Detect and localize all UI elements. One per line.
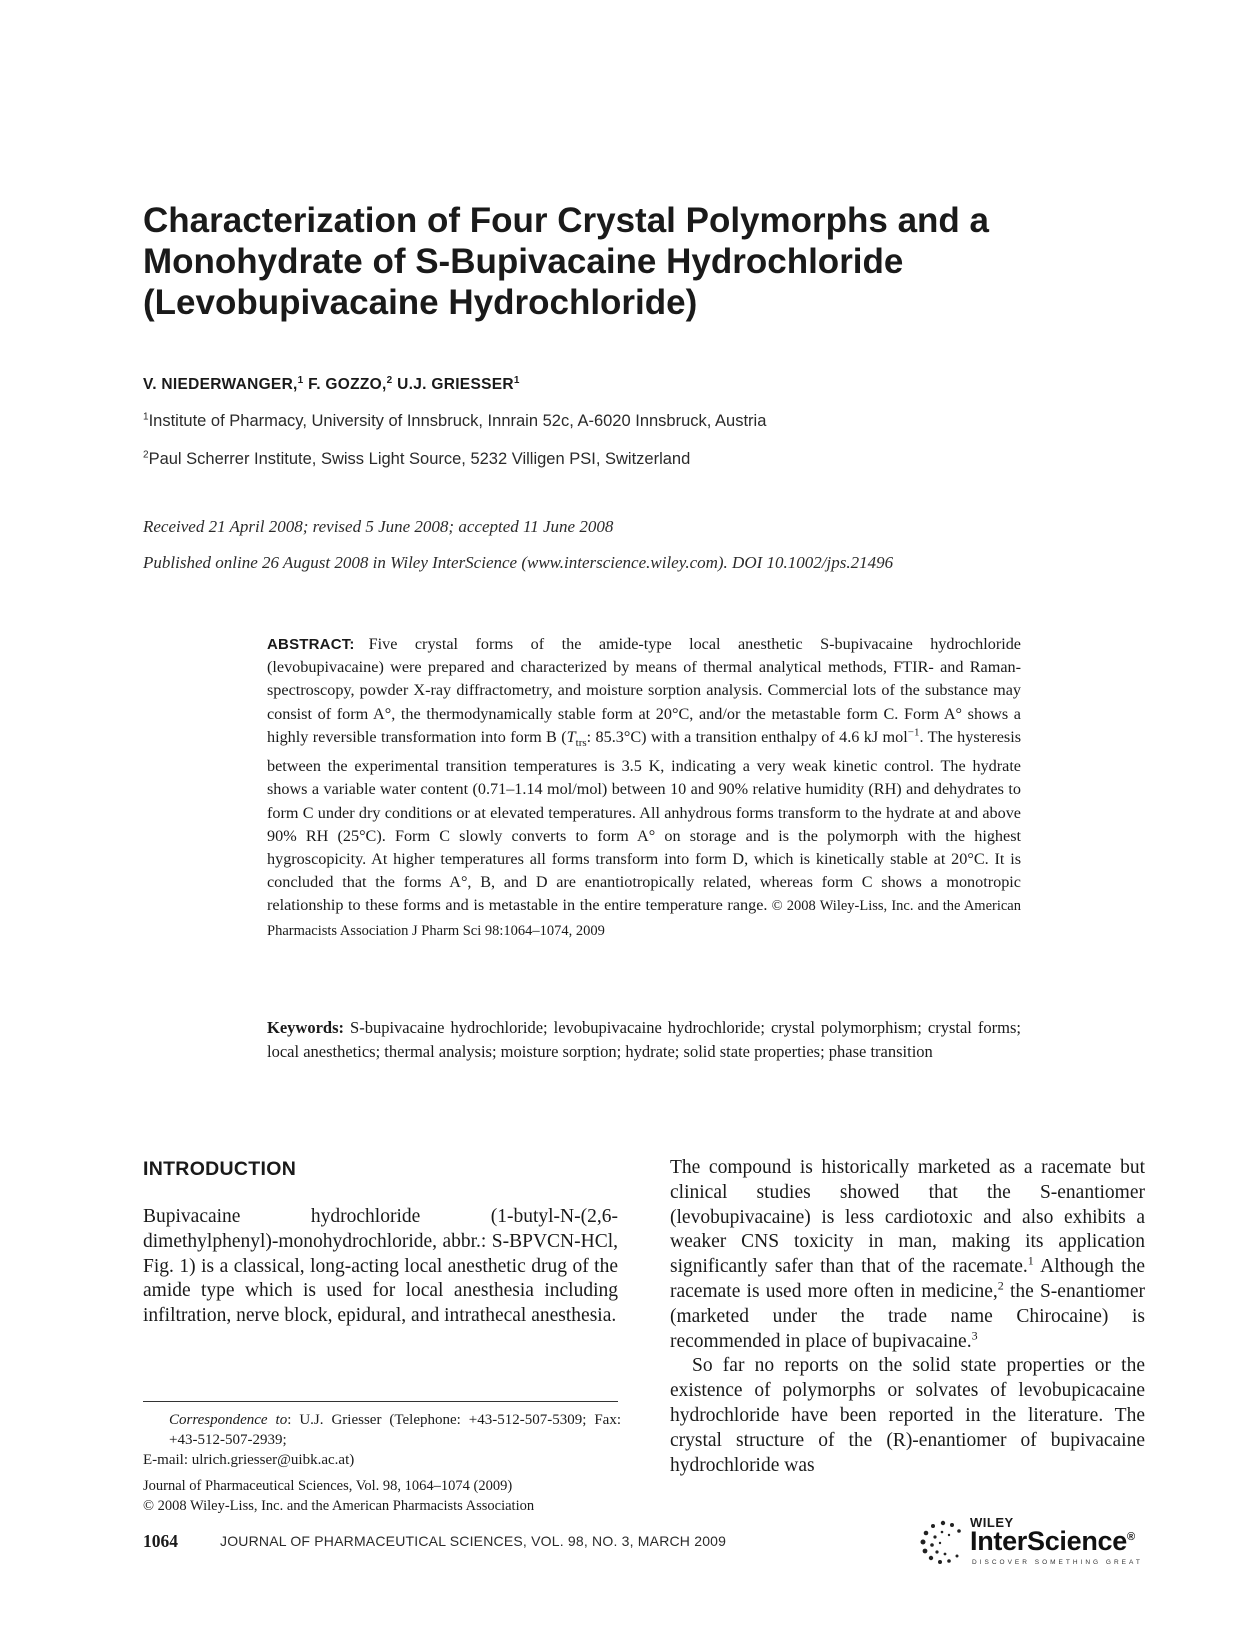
running-footer: JOURNAL OF PHARMACEUTICAL SCIENCES, VOL. 98, NO. 3, MARCH 2009 <box>220 1533 727 1549</box>
affiliation-2-text: Paul Scherrer Institute, Swiss Light Source, 5232 Villigen PSI, Switzerland <box>148 450 691 468</box>
logo-brand-text <box>970 1526 1135 1557</box>
author-1-affiliation-mark: 1 <box>297 374 304 386</box>
affiliation-2 <box>143 450 690 469</box>
wiley-interscience-logo <box>918 1515 1148 1571</box>
logo-brand-name: InterScience <box>970 1526 1127 1556</box>
title-line-1: Characterization of Four Crystal Polymorphs and a <box>143 201 989 240</box>
introduction-heading: INTRODUCTION <box>143 1158 297 1180</box>
intro-paragraph-2-part-b: Although the racemate is used more often in medicine, <box>670 1256 1145 1302</box>
correspondence-email[interactable]: E-mail: ulrich.griesser@uibk.ac.at) <box>143 1452 355 1468</box>
author-2: F. GOZZO, <box>303 376 387 393</box>
affiliation-1-text: Institute of Pharmacy, University of Innsbruck, Innrain 52c, A-6020 Innsbruck, Austria <box>148 412 767 430</box>
abstract-label: ABSTRACT: <box>267 636 355 653</box>
abstract-text-1: Five crystal forms of the amide-type local anesthetic S-bupivacaine hydrochloride (levobupivacaine) were prepared and characterized by means of thermal analytical methods, FTIR- and Raman-spectroscopy, powder X-ray diffractometry, and moisture sorption analysis. Commercial lots of the substance may consist of form A°, the thermodynamically stable form at 20°C, and/or the metastable form C. Form A° shows a highly reversible transformation into form B ( <box>267 635 1021 746</box>
title-line-2: Monohydrate of S-Bupivacaine Hydrochloride <box>143 242 904 281</box>
intro-paragraph-1: Bupivacaine hydrochloride (1-butyl-N-(2,6-dimethylphenyl)-monohydrochloride, abbr.: S-BPVCN-HCl, Fig. 1) is a classical, long-acting local anesthetic drug of the amide type which is used for local anesthesia including infiltration, nerve block, epidural, and intrathecal anesthesia. <box>143 1206 618 1327</box>
keywords <box>267 1016 1021 1063</box>
journal-citation <box>143 1476 621 1516</box>
abstract-unit-exponent: −1 <box>907 726 920 739</box>
citation-1[interactable]: 1 <box>1027 1253 1034 1268</box>
right-column <box>670 1156 1145 1478</box>
keywords-text: S-bupivacaine hydrochloride; levobupivacaine hydrochloride; crystal polymorphism; crystal forms; local anesthetics; thermal analysis; moisture sorption; hydrate; solid state properties; phase transition <box>267 1018 1021 1061</box>
journal-citation-line-1: Journal of Pharmaceutical Sciences, Vol. 98, 1064–1074 (2009) <box>143 1478 513 1494</box>
logo-tagline: DISCOVER SOMETHING GREAT <box>972 1559 1143 1566</box>
intro-paragraph-2 <box>670 1156 1145 1354</box>
interscience-swirl-icon <box>918 1517 968 1567</box>
journal-citation-line-2: © 2008 Wiley-Liss, Inc. and the American Pharmacists Association <box>143 1498 535 1514</box>
title-line-3: (Levobupivacaine Hydrochloride) <box>143 283 698 322</box>
abstract-text-3: . The hysteresis between the experimental transition temperatures is 3.5 K, indicating a very weak kinetic control. The hydrate shows a variable water content (0.71–1.14 mol/mol) between 10 and 90% relative humidity (RH) and dehydrates to form C under dry conditions or at elevated temperatures. All anhydrous forms transform to the hydrate at and above 90% RH (25°C). Form C slowly converts to form A° on storage and is the polymorph with the highest hygroscopicity. At higher temperatures all forms transform into form D, which is kinetically stable at 20°C. It is concluded that the forms A°, B, and D are enantiotropically related, whereas form C shows a monotropic relationship to these forms and is metastable in the entire temperature range. <box>267 727 1021 915</box>
correspondence-text: : U.J. Griesser (Telephone: +43-512-507-5309; Fax: +43-512-507-2939; <box>169 1412 621 1448</box>
logo-registered-mark: ® <box>1126 1531 1135 1543</box>
publication-info: Published online 26 August 2008 in Wiley InterScience (www.interscience.wiley.com). DOI 10.1002/jps.21496 <box>143 553 894 572</box>
author-list <box>143 376 520 394</box>
abstract <box>267 633 1021 943</box>
received-dates: Received 21 April 2008; revised 5 June 2008; accepted 11 June 2008 <box>143 517 614 536</box>
page-number: 1064 <box>143 1531 178 1551</box>
article-title <box>143 200 1103 323</box>
citation-3[interactable]: 3 <box>971 1328 978 1343</box>
abstract-copyright: © 2008 Wiley-Liss, Inc. and the American Pharmacists Association J Pharm Sci 98:1064–1074, 2009 <box>267 898 1021 939</box>
footnote-divider <box>143 1401 618 1402</box>
logo-wiley-text: WILEY <box>970 1515 1014 1530</box>
abstract-ttrs-subscript: trs <box>575 737 587 750</box>
intro-paragraph-2-part-c: the S-enantiomer (marketed under the trade name Chirocaine) is recommended in place of bupivacaine. <box>670 1280 1145 1352</box>
author-2-affiliation-mark: 2 <box>386 374 393 386</box>
keywords-label: Keywords: <box>267 1018 344 1037</box>
affiliation-1-mark: 1 <box>143 411 149 423</box>
left-column <box>143 1205 618 1329</box>
author-3: U.J. GRIESSER <box>392 376 514 393</box>
correspondence-label: Correspondence to <box>169 1412 288 1428</box>
affiliation-1 <box>143 412 766 431</box>
author-3-affiliation-mark: 1 <box>513 374 520 386</box>
citation-2[interactable]: 2 <box>997 1278 1004 1293</box>
correspondence-note <box>143 1410 621 1470</box>
intro-paragraph-2-part-a: The compound is historically marketed as a racemate but clinical studies showed that the S-enantiomer (levobupivacaine) is less cardiotoxic and also exhibits a weaker CNS toxicity in man, making its application significantly safer than that of the racemate. <box>670 1157 1145 1278</box>
abstract-ttrs-symbol: T <box>566 727 576 746</box>
affiliation-2-mark: 2 <box>143 449 149 461</box>
intro-paragraph-3: So far no reports on the solid state properties or the existence of polymorphs or solvates of levobupicacaine hydrochloride have been reported in the literature. The crystal structure of the (R)-enantiomer of bupivacaine hydrochloride was <box>670 1355 1145 1476</box>
author-1: V. NIEDERWANGER, <box>143 376 298 393</box>
abstract-text-2: : 85.3°C) with a transition enthalpy of 4.6 kJ mol <box>586 727 908 746</box>
